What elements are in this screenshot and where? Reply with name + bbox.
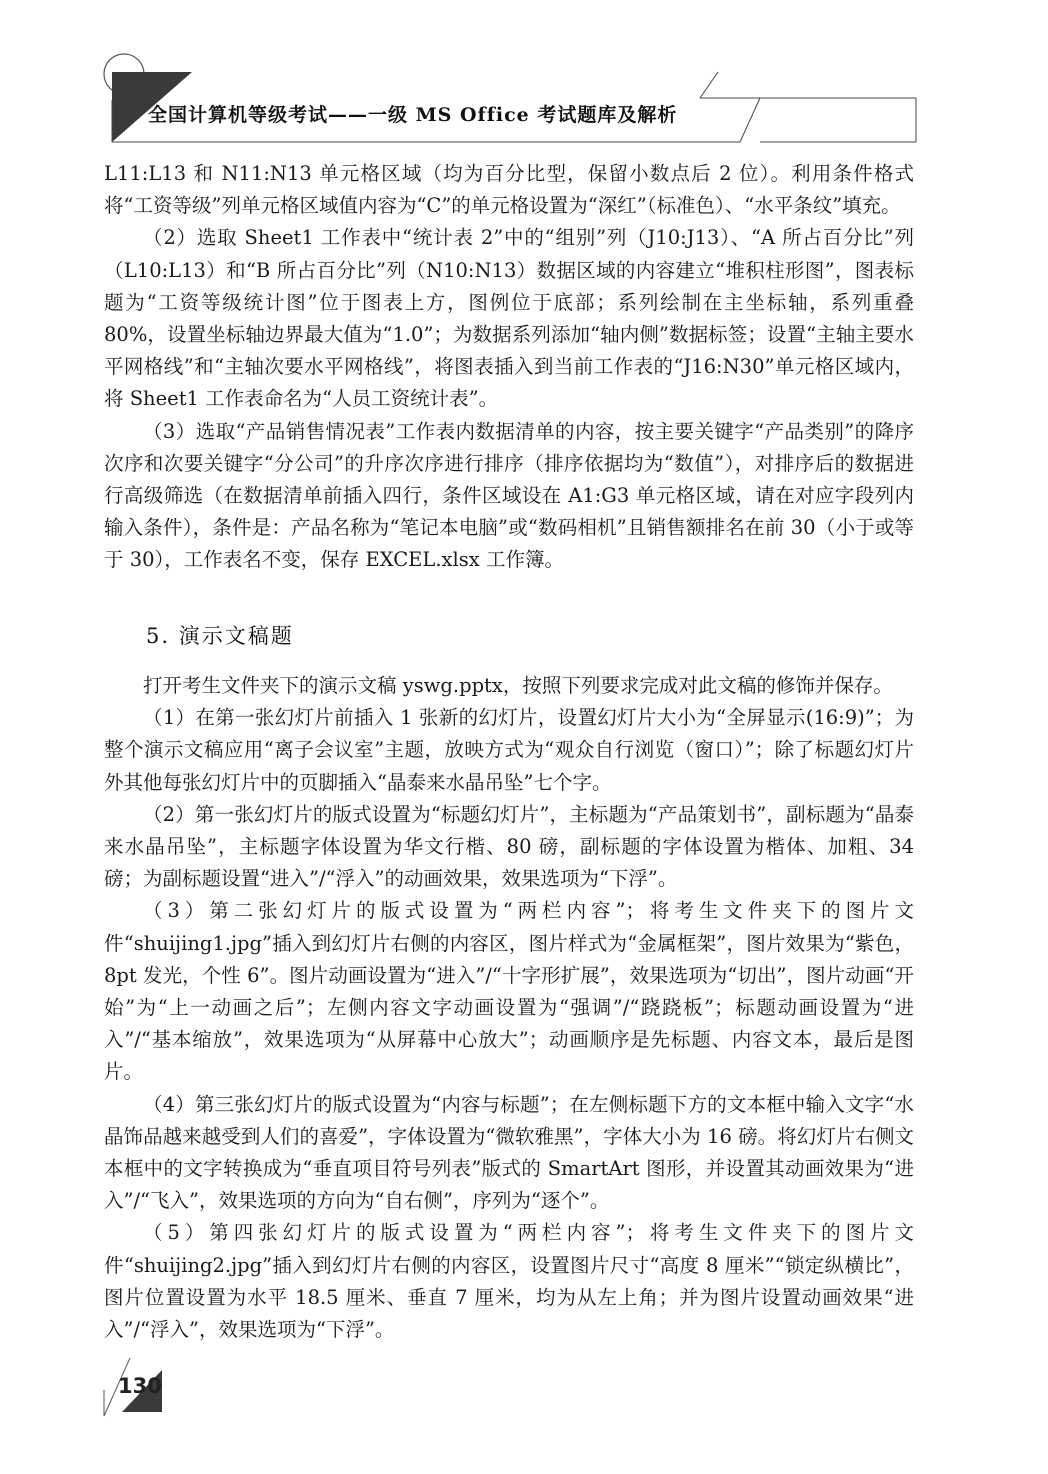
section-heading: 5. 演示文稿题 [146, 624, 294, 648]
paragraph: （3）第二张幻灯片的版式设置为“两栏内容”；将考生文件夹下的图片文件“shuijing1.jpg”插入到幻灯片右侧的内容区，图片样式为“金属框架”，图片效果为“紫色，8pt 发光，个性 6”。图片动画设置为“进入”/“十字形扩展”，效果选项为“切出”，图片动画“开始”为“上一动画之后”；左侧内容文字动画设置为“强调”/“跷跷板”；标题动画设置为“进入”/“基本缩放”，效果选项为“从屏幕中心放大”；动画顺序是先标题、内容文本，最后是图片。 [104, 899, 914, 1084]
page-footer [90, 1350, 210, 1430]
paragraph: （2）第一张幻灯片的版式设置为“标题幻灯片”，主标题为“产品策划书”，副标题为“晶泰来水晶吊坠”，主标题字体设置为华文行楷、80 磅，副标题的字体设置为楷体、加粗、34 磅；为副标题设置“进入”/“浮入”的动画效果，效果选项为“下浮”。 [104, 802, 914, 891]
page-header [0, 0, 1048, 160]
paragraph: （1）在第一张幻灯片前插入 1 张新的幻灯片，设置幻灯片大小为“全屏显示(16:9)”；为整个演示文稿应用“离子会议室”主题，放映方式为“观众自行浏览（窗口）”；除了标题幻灯片外其他每张幻灯片中的页脚插入“晶泰来水晶吊坠”七个字。 [104, 706, 914, 794]
paragraph: （2）选取 Sheet1 工作表中“统计表 2”中的“组别”列（J10:J13）、“A 所占百分比”列（L10:L13）和“B 所占百分比”列（N10:N13）数据区域的内容建立“堆积柱形图”，图表标题为“工资等级统计图”位于图表上方，图例位于底部；系列绘制在主坐标轴，系列重叠 80%，设置坐标轴边界最大值为“1.0”；为数据系列添加“轴内侧”数据标签；设置“主轴主要水平网格线”和“主轴次要水平网格线”，将图表插入到当前工作表的“J16:N30”单元格区域内，将 Sheet1 工作表命名为“人员工资统计表”。 [104, 226, 914, 411]
header-decoration [0, 0, 1048, 160]
header-title: 全国计算机等级考试——一级 MS Office 考试题库及解析 [148, 104, 678, 126]
body-text-top [104, 158, 914, 577]
paragraph: （3）选取“产品销售情况表”工作表内数据清单的内容，按主要关键字“产品类别”的降序次序和次要关键字“分公司”的升序次序进行排序（排序依据均为“数值”），对排序后的数据进行高级筛选（在数据清单前插入四行，条件区域设在 A1:G3 单元格区域，请在对应字段列内输入条件），条件是：产品名称为“笔记本电脑”或“数码相机”且销售额排名在前 30（小于或等于 30），工作表名不变，保存 EXCEL.xlsx 工作簿。 [104, 419, 914, 572]
paragraph: 打开考生文件夹下的演示文稿 yswg.pptx，按照下列要求完成对此文稿的修饰并保存。 [143, 674, 893, 697]
paragraph: （5）第四张幻灯片的版式设置为“两栏内容”；将考生文件夹下的图片文件“shuijing2.jpg”插入到幻灯片右侧的内容区，设置图片尺寸“高度 8 厘米”“锁定纵横比”，图片位置设置为水平 18.5 厘米、垂直 7 厘米，均为从左上角；并为图片设置动画效果“进入”/“浮入”，效果选项为“下浮”。 [104, 1221, 914, 1342]
paragraph: （4）第三张幻灯片的版式设置为“内容与标题”；在左侧标题下方的文本框中输入文字“水晶饰品越来越受到人们的喜爱”，字体设置为“微软雅黑”，字体大小为 16 磅。将幻灯片右侧文本框中的文字转换成为“垂直项目符号列表”版式的 SmartArt 图形，并设置其动画效果为“进入”/“飞入”，效果选项的方向为“自右侧”，序列为“逐个”。 [104, 1092, 914, 1213]
page-number: 130 [118, 1374, 162, 1398]
paragraph: L11:L13 和 N11:N13 单元格区域（均为百分比型，保留小数点后 2 位）。利用条件格式将“工资等级”列单元格区域值内容为“C”的单元格设置为“深红”（标准色）、“水平条纹”填充。 [104, 162, 914, 218]
body-text-bottom [104, 670, 914, 1346]
